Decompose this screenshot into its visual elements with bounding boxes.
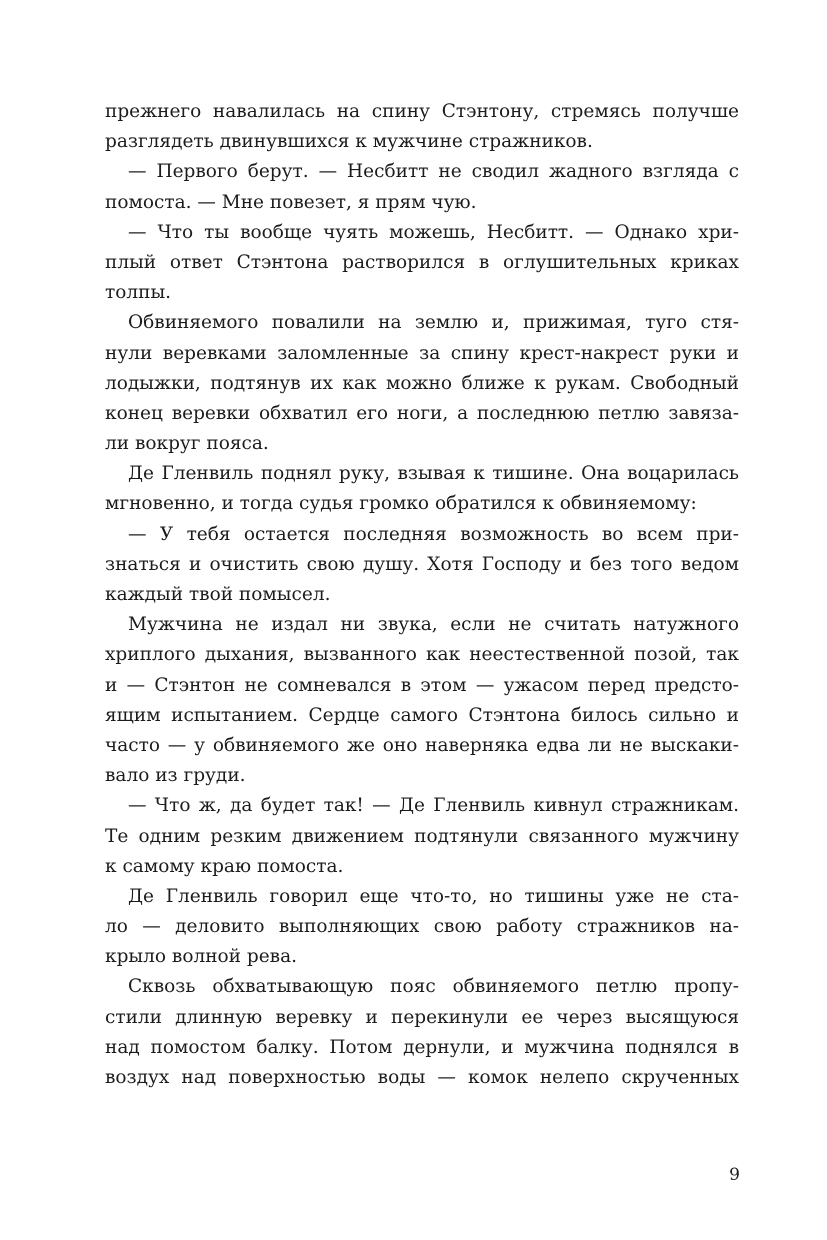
text-line: Обвиняемого повалили на землю и, прижимая, туго стя- — [128, 312, 739, 334]
text-line: — У тебя остается последняя возможность во всем при- — [128, 523, 739, 545]
text-line: хриплого дыхания, вызванного как неестественной позой, так — [105, 644, 739, 666]
text-line: часто — у обвиняемого же оно наверняка едва ли не выскаки- — [105, 734, 739, 756]
text-line: Мужчина не издал ни звука, если не считать натужного — [128, 614, 739, 636]
page-number: 9 — [729, 1165, 740, 1185]
text-line: ящим испытанием. Сердце самого Стэнтона билось сильно и — [105, 704, 739, 726]
text-line: Де Гленвиль поднял руку, взывая к тишине. Она воцарилась — [128, 463, 739, 485]
text-line: Те одним резким движением подтянули связанного мужчину — [105, 825, 739, 847]
text-line: разглядеть двинувшихся к мужчине стражников. — [105, 131, 593, 153]
text-line: крыло волной рева. — [105, 946, 298, 968]
text-line: — Первого берут. — Несбитт не сводил жадного взгляда с — [128, 161, 739, 183]
text-line: стили длинную веревку и перекинули ее через высящуюся — [105, 1006, 739, 1028]
text-line: ло — деловито выполняющих свою работу стражников на- — [105, 916, 739, 938]
text-line: помоста. — Мне повезет, я прям чую. — [105, 191, 477, 213]
text-line: Де Гленвиль говорил еще что-то, но тишины уже не ста- — [128, 885, 739, 907]
text-line: над помостом балку. Потом дернули, и мужчина поднялся в — [105, 1036, 739, 1058]
text-line: ли вокруг пояса. — [105, 433, 269, 455]
text-line: вало из груди. — [105, 765, 246, 787]
text-line: мгновенно, и тогда судья громко обратился к обвиняемому: — [105, 493, 697, 515]
text-line: прежнего навалилась на спину Стэнтону, стремясь получше — [105, 101, 739, 122]
text-line: каждый твой помысел. — [105, 584, 331, 605]
text-line: Сквозь обхватывающую пояс обвиняемого петлю пропу- — [128, 976, 739, 998]
text-line: нули веревками заломленные за спину крест-накрест руки и — [105, 342, 739, 364]
text-line: знаться и очистить свою душу. Хотя Господу и без того ведом — [105, 553, 739, 575]
text-line: конец веревки обхватил его ноги, а последнюю петлю завяза- — [105, 402, 739, 424]
text-line: плый ответ Стэнтона растворился в оглушительных криках — [105, 251, 739, 273]
body-text — [105, 97, 739, 1093]
text-line: к самому краю помоста. — [105, 855, 344, 877]
text-line: — Что ты вообще чуять можешь, Несбитт. — Однако хри- — [128, 221, 739, 243]
text-line: и — Стэнтон не сомневался в этом — ужасом перед предсто- — [105, 674, 739, 696]
text-line: толпы. — [105, 282, 172, 304]
text-line: — Что ж, да будет так! — Де Гленвиль кивнул стражникам. — [128, 795, 739, 817]
text-line: лодыжки, подтянув их как можно ближе к рукам. Свободный — [105, 372, 739, 394]
text-line: воздух над поверхностью воды — комок нелепо скрученных — [105, 1067, 739, 1088]
